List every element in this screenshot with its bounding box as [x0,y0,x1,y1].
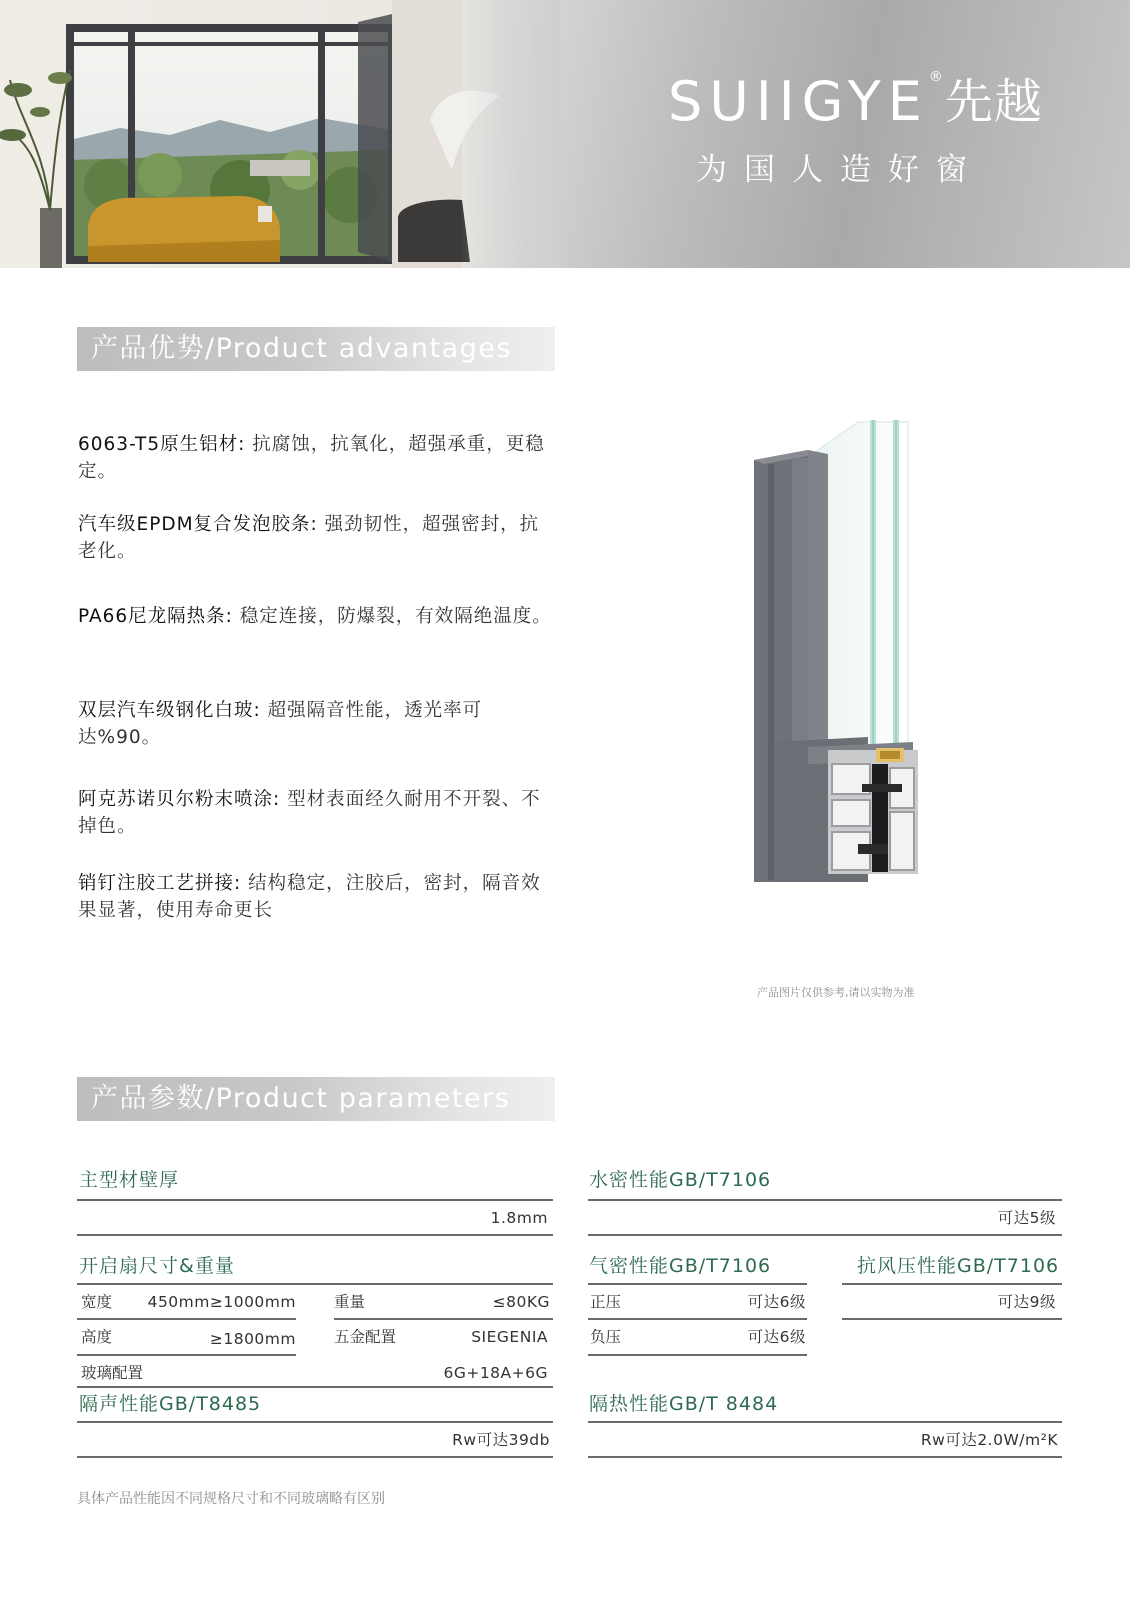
height-label: 高度 [81,1328,113,1346]
water-tightness-label: 水密性能GB/T7106 [589,1169,772,1191]
divider [77,1199,553,1201]
divider [588,1199,1062,1201]
water-tightness-value: 可达5级 [997,1209,1056,1227]
brand-slogan: 为国人造好窗 [696,152,984,188]
wind-pressure-label: 抗风压性能GB/T7106 [857,1255,1060,1277]
divider [77,1283,553,1285]
divider [77,1354,296,1356]
negative-pressure-value: 可达6级 [747,1328,806,1346]
negative-pressure-label: 负压 [590,1328,622,1346]
sound-insulation-value: Rw可达39db [452,1431,550,1449]
divider [77,1421,553,1423]
divider [334,1318,553,1320]
weight-value: ≤80KG [492,1293,550,1311]
image-disclaimer: 产品图片仅供参考,请以实物为准 [757,986,915,999]
divider [588,1354,807,1356]
divider [588,1421,1062,1423]
divider [588,1283,807,1285]
wall-thickness-value: 1.8mm [490,1209,548,1227]
brand-wordmark: SUIIGYE [668,70,929,133]
brand-chinese-name: 先越 [944,74,1043,130]
glass-label: 玻璃配置 [81,1364,144,1382]
divider [77,1456,553,1458]
glass-value: 6G+18A+6G [443,1364,548,1382]
brand-logo [668,69,1043,142]
advantage-item: 6063-T5原生铝材: 抗腐蚀，抗氧化，超强承重，更稳定。 [78,434,545,482]
advantage-item: 汽车级EPDM复合发泡胶条: 强劲韧性，超强密封，抗老化。 [78,514,540,562]
width-label: 宽度 [81,1293,113,1311]
divider [77,1234,553,1236]
divider [842,1318,1062,1320]
positive-pressure-label: 正压 [590,1293,622,1311]
divider [588,1234,1062,1236]
positive-pressure-value: 可达6级 [747,1293,806,1311]
thermal-insulation-label: 隔热性能GB/T 8484 [589,1393,779,1415]
divider [77,1318,296,1320]
thermal-insulation-value: Rw可达2.0W/m²K [920,1431,1058,1449]
sash-size-label: 开启扇尺寸&重量 [79,1255,235,1277]
width-value: 450mm≥1000mm [147,1293,296,1311]
wall-thickness-label: 主型材壁厚 [79,1169,180,1191]
window-profile-image [748,412,948,894]
divider [588,1456,1062,1458]
header-banner [0,0,1130,268]
advantage-item: 双层汽车级钢化白玻: 超强隔音性能，透光率可达%90。 [78,700,483,748]
height-value: ≥1800mm [209,1330,296,1348]
advantage-item: PA66尼龙隔热条: 稳定连接，防爆裂，有效隔绝温度。 [78,606,552,627]
advantage-item: 销钉注胶工艺拼接: 结构稳定，注胶后，密封，隔音效果显著，使用寿命更长 [78,873,541,921]
hardware-value: SIEGENIA [471,1328,548,1346]
advantage-item: 阿克苏诺贝尔粉末喷涂: 型材表面经久耐用不开裂、不掉色。 [78,789,541,837]
footnote: 具体产品性能因不同规格尺寸和不同玻璃略有区别 [77,1491,385,1507]
registered-mark: ® [928,69,943,85]
divider [842,1283,1062,1285]
wind-pressure-value: 可达9级 [997,1293,1056,1311]
advantages-heading: 产品优势/Product advantages [77,327,555,371]
sound-insulation-label: 隔声性能GB/T8485 [79,1393,262,1415]
weight-label: 重量 [334,1293,366,1311]
parameters-heading: 产品参数/Product parameters [77,1077,555,1121]
interior-photo [0,0,560,268]
hardware-label: 五金配置 [334,1328,397,1346]
divider [77,1386,553,1388]
air-tightness-label: 气密性能GB/T7106 [589,1255,772,1277]
divider [588,1318,807,1320]
